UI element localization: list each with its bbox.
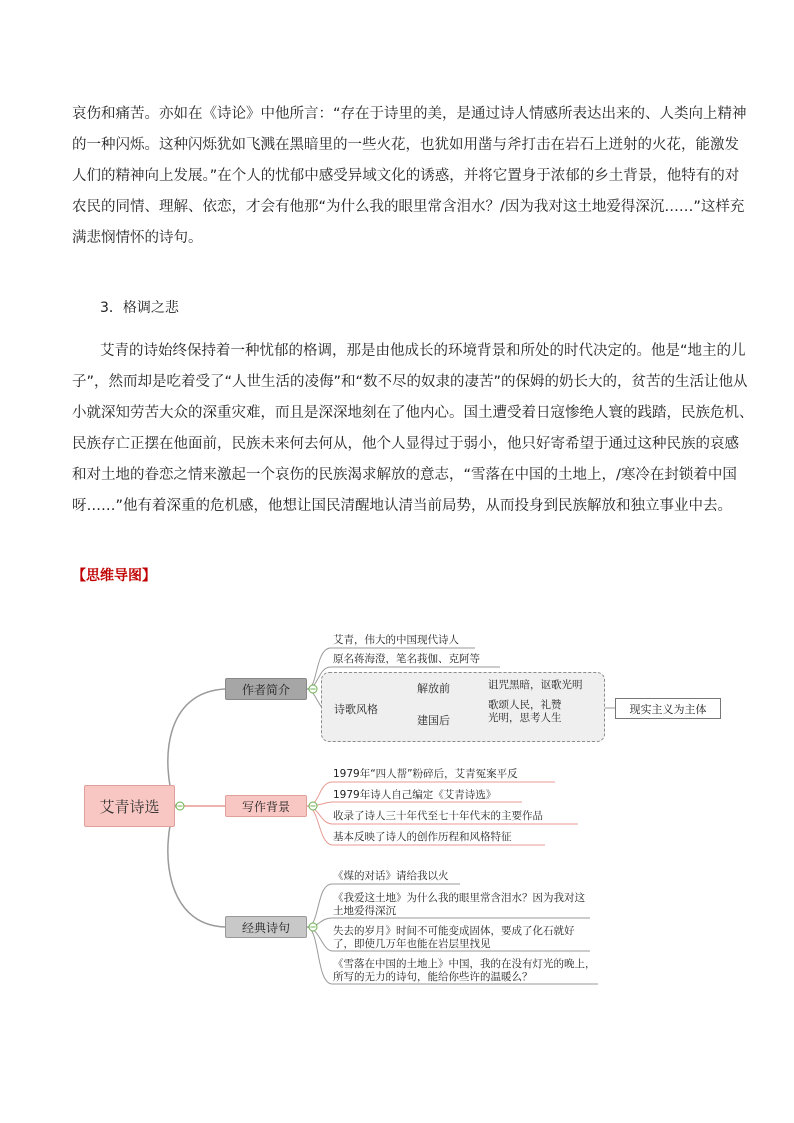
text-line: 子”，然而却是吃着受了“人世生活的凌侮”和“数不尽的奴隶的凄苦”的保姆的奶长大的，贫苦的生活让他从 xyxy=(72,374,748,390)
section-heading: 3．格调之悲 xyxy=(100,300,179,316)
text-line: 人们的精神向上发展。”在个人的忧郁中感受异域文化的诱惑，并将它置身于浓郁的乡土背景，他特有的对 xyxy=(72,168,740,184)
leaf-item: 原名蒋海澄，笔名莪伽、克阿等 xyxy=(333,653,480,665)
leaf-item: 艾青，伟大的中国现代诗人 xyxy=(333,634,459,646)
paragraph-1 xyxy=(72,99,747,254)
branch-classic-lines: 经典诗句 xyxy=(225,916,307,938)
style-period-label: 解放前 xyxy=(417,682,450,695)
poetry-style-label: 诗歌风格 xyxy=(334,703,378,716)
text-line: 和对土地的眷恋之情来激起一个哀伤的民族渴求解放的意志，“雪落在中国的土地上，/寒冷在封锁着中国 xyxy=(72,467,737,483)
branch-author-intro: 作者简介 xyxy=(225,678,307,700)
text-line: 小就深知劳苦大众的深重灾难，而且是深深地刻在了他内心。国土遭受着日寇惨绝人寰的践踏，民族危机、 xyxy=(72,405,754,421)
mindmap-title: 【思维导图】 xyxy=(72,568,156,584)
leaf-item: 《我爱这土地》为什么我的眼里常含泪水？因为我对这土地爱得深沉 xyxy=(333,892,585,917)
paragraph-2 xyxy=(72,336,754,522)
text-line: 艾青的诗始终保持着一种忧郁的格调，那是由他成长的环境背景和所处的时代决定的。他是“地主的儿 xyxy=(100,343,746,359)
summary-realism: 现实主义为主体 xyxy=(615,698,721,719)
style-period-detail: 歌颂人民，礼赞光明，思考人生 xyxy=(488,699,562,724)
leaf-item: 1979年“四人帮”粉碎后，艾青冤案平反 xyxy=(333,768,518,780)
style-period-label: 建国后 xyxy=(417,714,450,727)
leaf-item: 《煤的对话》请给我以火 xyxy=(333,870,449,882)
text-line: 的一种闪烁。这种闪烁犹如飞溅在黑暗里的一些火花，也犹如用凿与斧打击在岩石上迸射的火花，能激发 xyxy=(72,137,739,153)
text-line: 满悲悯情怀的诗句。 xyxy=(72,230,203,246)
branch-writing-background: 写作背景 xyxy=(225,795,307,817)
leaf-item: 基本反映了诗人的创作历程和风格特征 xyxy=(333,831,512,843)
leaf-item: 1979年诗人自己编定《艾青诗选》 xyxy=(333,789,497,801)
text-line: 民族存亡正摆在他面前，民族未来何去何从，他个人显得过于弱小，他只好寄希望于通过这种民族的哀感 xyxy=(72,436,739,452)
style-period-detail: 诅咒黑暗，讴歌光明 xyxy=(488,679,583,691)
mindmap-root: 艾青诗选 xyxy=(84,785,175,827)
leaf-item: 《雪落在中国的土地上》中国，我的在没有灯光的晚上，所写的无力的诗句，能给你些许的温暖么？ xyxy=(333,958,596,983)
text-line: 农民的同情、理解、依恋，才会有他那“为什么我的眼里常含泪水？/因为我对这土地爱得深沉……”这样充 xyxy=(72,199,745,215)
leaf-item: 收录了诗人三十年代至七十年代末的主要作品 xyxy=(333,810,543,822)
text-line: 哀伤和痛苦。亦如在《诗论》中他所言：“存在于诗里的美，是通过诗人情感所表达出来的、人类向上精神 xyxy=(72,106,747,122)
text-line: 呀……”他有着深重的危机感，他想让国民清醒地认清当前局势，从而投身到民族解放和独立事业中去。 xyxy=(72,498,733,514)
leaf-item: 失去的岁月》时间不可能变成固体，要成了化石就好了，即使几万年也能在岩层里找见 xyxy=(333,925,575,950)
